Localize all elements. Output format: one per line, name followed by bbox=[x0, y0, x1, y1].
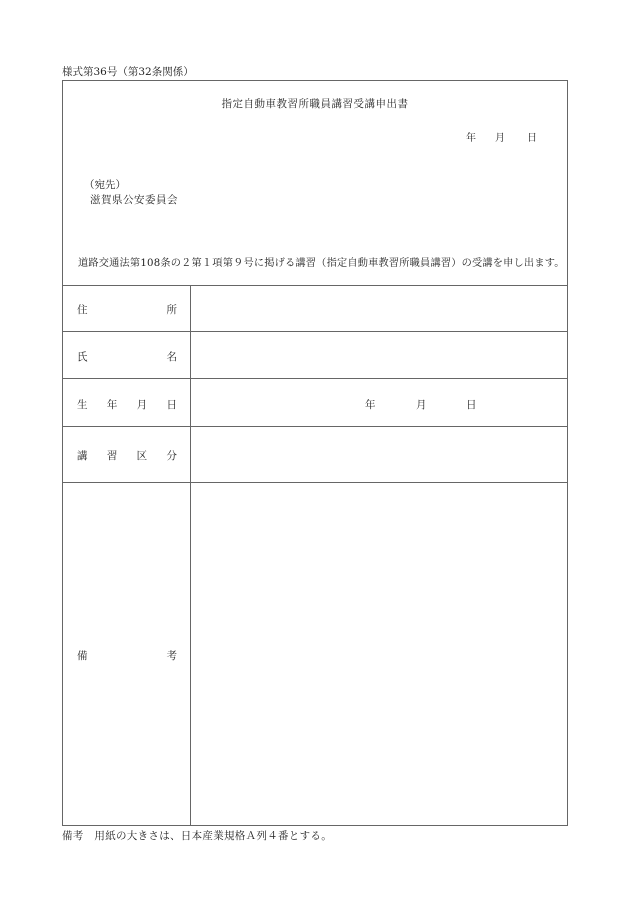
date-month-label: 月 bbox=[495, 133, 505, 144]
course-category-field[interactable] bbox=[191, 427, 566, 482]
addressee-label: （宛先） bbox=[84, 179, 126, 191]
form-number: 様式第36号（第32条関係） bbox=[62, 66, 194, 78]
label-address: 住 所 bbox=[77, 304, 177, 316]
name-field[interactable] bbox=[191, 332, 566, 378]
date-day-label: 日 bbox=[527, 133, 537, 144]
address-field[interactable] bbox=[191, 286, 566, 331]
label-birthdate: 生 年 月 日 bbox=[77, 399, 177, 411]
form-title: 指定自動車教習所職員講習受講申出書 bbox=[221, 98, 409, 110]
date-year-label: 年 bbox=[466, 133, 476, 144]
label-course-category: 講 習 区 分 bbox=[77, 450, 177, 462]
remarks-field[interactable] bbox=[191, 483, 566, 824]
footnote: 備考 用紙の大きさは、日本産業規格Ａ列４番とする。 bbox=[62, 830, 332, 842]
birthdate-field[interactable] bbox=[191, 379, 566, 426]
label-remarks: 備 考 bbox=[77, 650, 177, 662]
addressee-name: 滋賀県公安委員会 bbox=[90, 194, 178, 206]
label-name: 氏 名 bbox=[77, 351, 177, 363]
application-statement: 道路交通法第108条の２第１項第９号に掲げる講習（指定自動車教習所職員講習）の受講を申し出ます。 bbox=[78, 258, 565, 269]
birth-year-label: 年 bbox=[365, 399, 376, 411]
birth-day-label: 日 bbox=[466, 399, 477, 411]
birth-month-label: 月 bbox=[416, 399, 427, 411]
